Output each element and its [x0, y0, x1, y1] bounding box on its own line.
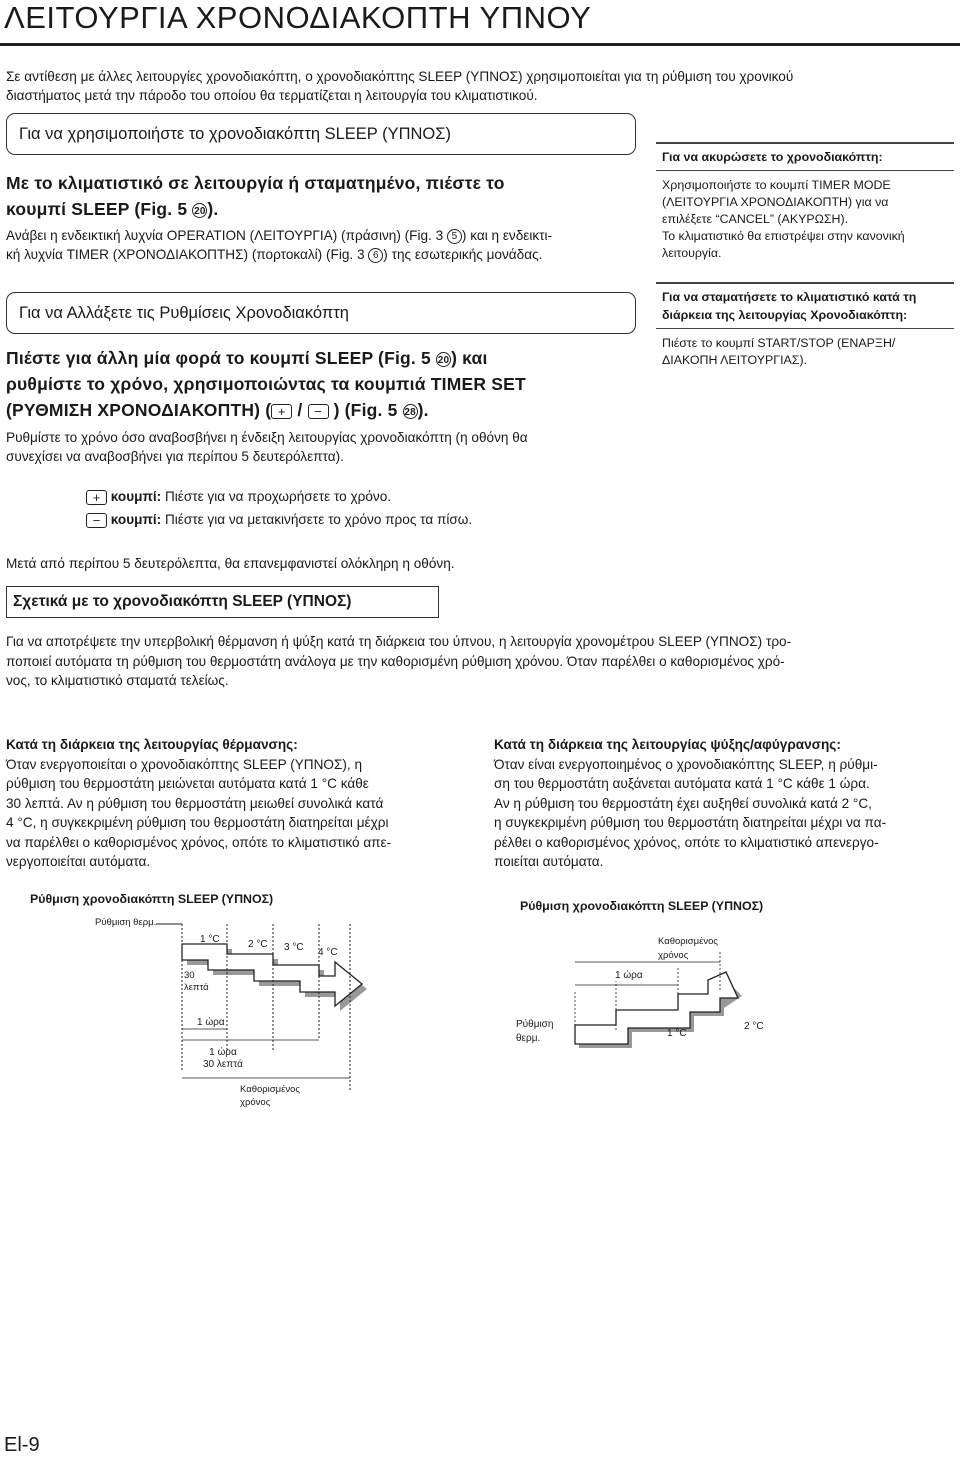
heating-section: Κατά τη διάρκεια της λειτουργίας θέρμανσης: Όταν ενεργοποιείται ο χρονοδιακόπτης SLEEP (ΥΠΝΟΣ), η ρύθμιση του θερμοστάτη μειώνεται αυτόματα κατά 1 °C κάθε 30 λεπτά. Αν η ρύθμιση του θερμοστάτη μειωθεί συνολικά κατά 4 °C, η συγκεκριμένη ρύθμιση του θερμοστάτη διατηρείται μέχρι να παρέλθει ο καθορισμένος χρόνος, οπότε το κλιματιστικό απε- νεργοποιείται αυτόματα. [6, 735, 476, 872]
use-heading-box [6, 113, 636, 155]
use-description: Ανάβει η ενδεικτική λυχνία OPERATION (ΛΕΙΤΟΥΡΓΙΑ) (πράσινη) (Fig. 3 5 ) και η ενδεικτι- κή λυχνία TIMER (ΧΡΟΝΟΔΙΑΚΟΠΤΗΣ) (πορτοκαλί) (Fig. 3 6 ) της εσωτερικής μονάδας. [6, 228, 553, 262]
cancel-text: Χρησιμοποιήστε το κουμπί TIMER MODE (ΛΕΙΤΟΥΡΓΙΑ ΧΡΟΝΟΔΙΑΚΟΠΤΗ) για να επιλέξετε “CANCEL” (ΑΚΥΡΩΣΗ). Το κλιματιστικό θα επιστρέψει στην κανονική λειτουργία. [662, 178, 905, 260]
use-heading: Για να χρησιμοποιήστε το χρονοδιακόπτη SLEEP (ΥΠΝΟΣ) [19, 124, 451, 143]
about-heading: Σχετικά με το χρονοδιακόπτη SLEEP (ΥΠΝΟΣ) [13, 593, 352, 610]
button-ref-20: 20 [436, 352, 451, 367]
button-legend: + κουμπί: Πιέστε για να προχωρήσετε το χρόνο. − κουμπί: Πιέστε για να μετακινήσετε το χρόνο προς τα πίσω. [86, 487, 646, 529]
change-heading-box [6, 292, 636, 334]
sidebar-separator [656, 142, 954, 144]
step-label: 2 °C [744, 1021, 764, 1032]
step-label: 3 °C [284, 942, 304, 953]
after-text: Μετά από περίπου 5 δευτερόλεπτα, θα επανεμφανιστεί ολόκληρη η οθόνη. [6, 556, 455, 571]
one-half-hour-label: 1 ώρα 30 λεπτά [203, 1047, 243, 1070]
page-number: El-9 [4, 1434, 40, 1456]
heating-diagram-title: Ρύθμιση χρονοδιακόπτη SLEEP (ΥΠΝΟΣ) [30, 892, 274, 906]
minus-key-icon: − [308, 404, 329, 419]
step-label: 2 °C [248, 939, 268, 950]
sidebar-cancel [656, 142, 954, 262]
step-label: 4 °C [318, 947, 338, 958]
heating-diagram [0, 880, 480, 1120]
change-description: Ρυθμίστε το χρόνο όσο αναβοσβήνει η ένδειξη λειτουργίας χρονοδιακόπτη (η οθόνη θα συνεχίσει να αναβοσβήνει για περίπου 5 δευτερόλεπτα). [6, 430, 528, 464]
sidebar-stop [656, 282, 954, 369]
button-ref-28: 28 [403, 404, 418, 419]
cancel-heading: Για να ακυρώσετε το χρονοδιακόπτη: [662, 149, 883, 164]
thirty-min-label: 30 λεπτά [184, 970, 209, 993]
set-time-label: Καθορισμένος χρόνος [240, 1084, 300, 1108]
button-ref-20: 20 [192, 203, 207, 218]
cooling-section: Κατά τη διάρκεια της λειτουργίας ψύξης/αφύγρανσης: Όταν είναι ενεργοποιημένος ο χρονοδιακόπτης SLEEP, η ρύθμι- ση του θερμοστάτη αυξάνεται αυτόματα κατά 1 °C κάθε 1 ώρα. Αν η ρύθμιση του θερμοστάτη έχει αυξηθεί συνολικά κατά 2 °C, η συγκεκριμένη ρύθμιση του θερμοστάτη διατηρείται μέχρι να πα- ρέλθει ο καθορισμένος χρόνος, οπότε το κλιματιστικό απενεργο- ποιείται αυτόματα. [494, 735, 956, 872]
heating-heading: Κατά τη διάρκεια της λειτουργίας θέρμανσης: [6, 737, 298, 752]
arrow-body [575, 972, 738, 1044]
stop-text: Πιέστε το κουμπί START/STOP (ΕΝΑΡΞΗ/ ΔΙΑΚΟΠΗ ΛΕΙΤΟΥΡΓΙΑΣ). [662, 336, 896, 367]
cooling-step-arrow [480, 880, 960, 1080]
plus-key-icon: + [271, 404, 292, 419]
page-title: ΛΕΙΤΟΥΡΓΙΑ ΧΡΟΝΟΔΙΑΚΟΠΤΗ ΥΠΝΟΥ [4, 0, 592, 35]
indicator-ref-5: 5 [447, 229, 462, 244]
set-time-label: Καθορισμένος χρόνος [658, 936, 718, 961]
minus-key-icon: − [86, 513, 107, 528]
cooling-heading: Κατά τη διάρκεια της λειτουργίας ψύξης/αφύγρανσης: [494, 737, 841, 752]
change-instructions: Πιέστε για άλλη μία φορά το κουμπί SLEEP (Fig. 5 20) και ρυθμίστε το χρόνο, χρησιμοποιώντας τα κουμπιά TIMER SET (ΡΥΘΜΙΣΗ ΧΡΟΝΟΔΙΑΚΟΠΤΗ) ( + / − ) (Fig. 5 28). [6, 348, 526, 420]
title-rule [0, 43, 960, 46]
change-heading: Για να Αλλάξετε τις Ρυθμίσεις Χρονοδιακόπτη [19, 303, 349, 322]
sidebar-separator [656, 328, 954, 330]
step-label: 1 °C [667, 1028, 687, 1039]
step-label: 1 °C [200, 934, 220, 945]
sidebar-separator [656, 282, 954, 284]
one-hour-label: 1 ώρα [197, 1017, 225, 1028]
one-hour-label: 1 ώρα [615, 970, 643, 981]
indicator-ref-6: 6 [368, 248, 383, 263]
intro-text: Σε αντίθεση με άλλες λειτουργίες χρονοδιακόπτη, ο χρονοδιακόπτης SLEEP (ΥΠΝΟΣ) χρησιμοποιείται για τη ρύθμιση του χρονικού διαστήματος μετά την πάροδο του οποίου θα τερματίζεται η λειτουργία του κλιματιστικού. [6, 69, 794, 103]
cooling-diagram [480, 880, 960, 1080]
thermostat-label: Ρύθμιση θερμ. [516, 1019, 554, 1044]
use-instructions: Με το κλιματιστικό σε λειτουργία ή σταματημένο, πιέστε το κουμπί SLEEP (Fig. 5 20). [6, 173, 505, 219]
stop-heading: Για να σταματήσετε το κλιματιστικό κατά τη διάρκεια της λειτουργίας Χρονοδιακόπτη: [662, 289, 917, 322]
about-text: Για να αποτρέψετε την υπερβολική θέρμανση ή ψύξη κατά τη διάρκεια του ύπνου, η λειτουργία χρονομέτρου SLEEP (ΥΠΝΟΣ) τρο- ποποιεί αυτόματα τη ρύθμιση του θερμοστάτη ανάλογα με την καθορισμένη ρύθμιση χρόνου. Όταν παρέλθει ο καθορισμένος χρό- νος, το κλιματιστικό σταματά τελείως. [6, 634, 792, 688]
thermostat-label: Ρύθμιση θερμ. [95, 917, 157, 928]
about-heading-box [6, 586, 439, 618]
sidebar-separator [656, 170, 954, 172]
cooling-diagram-title: Ρύθμιση χρονοδιακόπτη SLEEP (ΥΠΝΟΣ) [520, 899, 764, 913]
plus-key-icon: + [86, 490, 107, 505]
